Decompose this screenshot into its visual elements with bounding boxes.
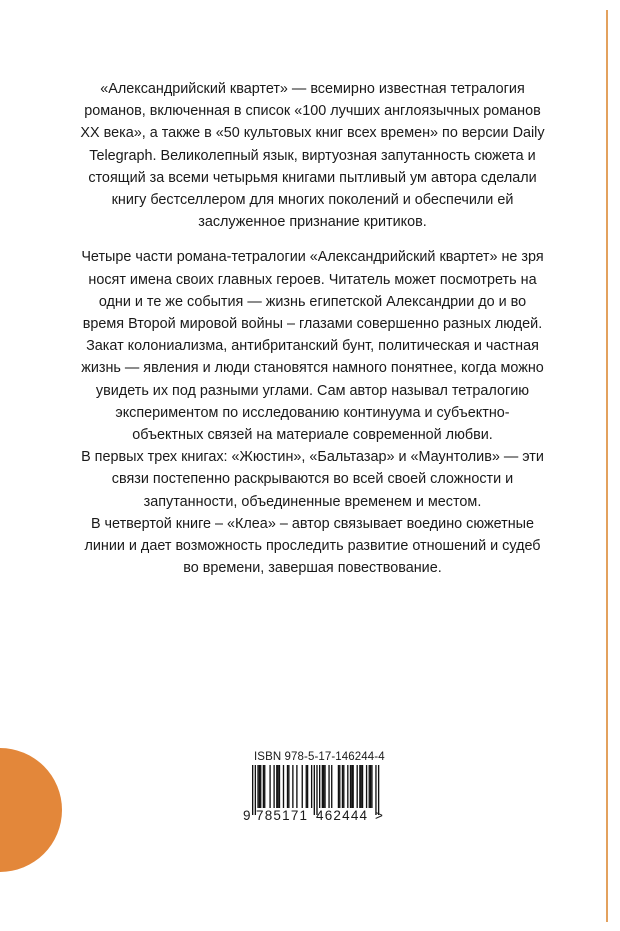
barcode-bar <box>339 765 340 808</box>
isbn-label: ISBN 978-5-17-146244-4 <box>254 751 385 763</box>
barcode-bar <box>357 765 358 808</box>
barcode-bar <box>292 765 293 808</box>
barcode-bar <box>306 765 307 808</box>
orange-semicircle-decoration <box>0 748 62 872</box>
barcode-bar <box>350 765 351 808</box>
paragraph-fourth-book: В четвертой книге – «Клеа» – автор связывает воедино сюжетные линии и дает возможность проследить развитие отношений и судеб во времени, завершая повествование. <box>84 515 541 577</box>
barcode-guard-bar <box>252 765 253 815</box>
barcode-bar <box>323 765 324 808</box>
barcode-bar <box>302 765 303 808</box>
barcode-quiet-zone-arrow: > <box>375 808 385 823</box>
barcode-bar <box>287 765 288 808</box>
barcode-bar <box>288 765 289 808</box>
barcode-guard-bar <box>314 765 315 815</box>
barcode-bar <box>259 765 260 808</box>
barcode-bar <box>331 765 332 808</box>
barcode-bar <box>273 765 274 808</box>
barcode-digit-group-left: 785171 <box>256 808 309 823</box>
barcode-bar <box>366 765 367 808</box>
barcode-bar <box>324 765 325 808</box>
barcode-bar <box>279 765 280 808</box>
barcode-digit-first: 9 <box>243 808 252 823</box>
barcode-bar <box>328 765 329 808</box>
paragraph-intro: «Александрийский квартет» — всемирно известная тетралогия романов, включенная в список «100 лучших англоязычных романов XX века», а также в «50 культовых книг всех времен» по версии Daily Telegraph. Великолепный язык, виртуозная запутанность сюжета и стоящий за всеми четырьмя книгами пытливый ум автора сделали книгу бестселлером для многих поколений и обеспечили ей заслуженное признание критиков. <box>80 81 545 231</box>
barcode-block <box>243 750 393 830</box>
annotation-text <box>80 78 545 579</box>
barcode-bar <box>361 765 362 808</box>
barcode-bar <box>307 765 308 808</box>
barcode-bar <box>264 765 265 808</box>
barcode-bar <box>343 765 344 808</box>
paragraph-structure: Четыре части романа-тетралогии «Александрийский квартет» не зря носят имена своих главных героев. Читатель может посмотреть на одни и те же события — жизнь египетской Александрии до и во время Второй мировой войны – глазами совершенно разных людей. Закат колониализма, антибританский бунт, политическая и частная жизнь — явления и люди становятся намного понятнее, когда можно увидеть их под разными углами. Сам автор называл тетралогию экспериментом по исследованию континуума и субъектно-объектных связей на материале современной любви. <box>81 249 544 444</box>
barcode-bar <box>338 765 339 808</box>
barcode-bar <box>260 765 261 808</box>
barcode-bar <box>276 765 277 808</box>
barcode-bar <box>322 765 323 808</box>
barcode-bar <box>351 765 352 808</box>
barcode-digit-group-right: 462444 <box>316 808 369 823</box>
barcode-bar <box>283 765 284 808</box>
barcode-bar <box>370 765 371 808</box>
barcode-bar <box>359 765 360 808</box>
barcode-bar <box>347 765 348 808</box>
barcode-bar <box>362 765 363 808</box>
spine-fold-line <box>606 10 608 922</box>
barcode-bar <box>263 765 264 808</box>
barcode-bar <box>342 765 343 808</box>
barcode-bar <box>369 765 370 808</box>
barcode-bar <box>269 765 270 808</box>
barcode-bar <box>353 765 354 808</box>
barcode-bar <box>311 765 312 808</box>
barcode-bar <box>296 765 297 808</box>
barcode-bar <box>277 765 278 808</box>
barcode-bar <box>371 765 372 808</box>
barcode-bar <box>319 765 320 808</box>
barcode-bar <box>257 765 258 808</box>
paragraph-first-books: В первых трех книгах: «Жюстин», «Бальтазар» и «Маунтолив» — эти связи постепенно раскрываются во всей своей сложности и запутанности, объединенные временем и местом. <box>81 449 544 510</box>
